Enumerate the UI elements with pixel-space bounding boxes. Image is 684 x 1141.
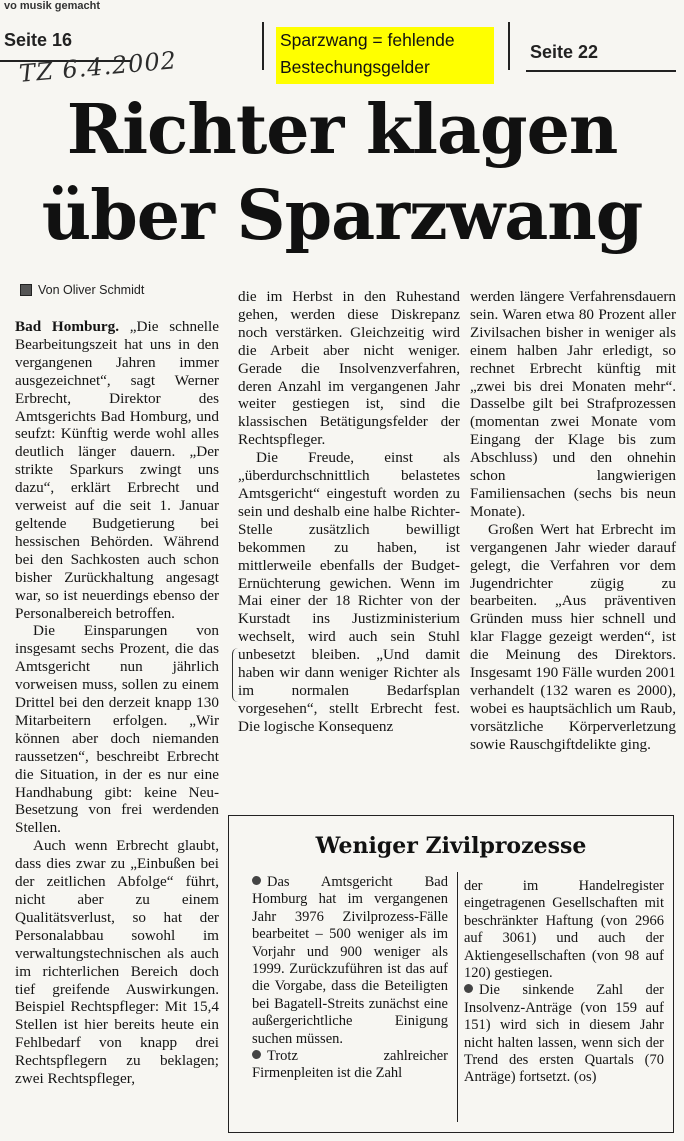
paragraph: die im Herbst in den Ruhestand gehen, werden diese Diskrepanz noch verstärken. Gleichzeitig wird die Arbeit aber nicht weniger. Gerade die Insolvenzverfahren, deren Anzahl im vergangenen Jahr weiter gestiegen ist, sind die klassischen Betätigungsfelder der Rechtspfleger.: [238, 288, 460, 449]
header-divider: [262, 22, 264, 70]
infobox-paragraph: [464, 982, 664, 1086]
article-column-3: [470, 288, 676, 754]
infobox-text: Trotz zahlreicher Firmenpleiten ist die Zahl: [252, 1048, 448, 1082]
infobox-column-divider: [457, 872, 458, 1122]
page-reference-right: Seite 22: [530, 42, 599, 62]
paragraph: [15, 318, 219, 622]
paragraph: Die Einsparungen von insgesamt sechs Prozent, die das Amtsgericht nun jährlich vorweisen muss, sollen zu einem Drittel bei den derzeit knapp 130 Mitarbeitern erfolgen. „Wir können aber doch niemanden raussetzen“, beschreibt Erbrecht die Situation, in der es nur eine Handhabung gibt: keine Neu-Besetzung von frei werdenden Stellen.: [15, 622, 219, 837]
paragraph: Die Freude, einst als „überdurchschnittlich belastetes Amtsgericht“ eingestuft worden zu sein und deshalb eine halbe Richter-Stelle zusätzlich bewilligt bekommen zu haben, ist mittlerweile ebenfalls der Budget-Ernüchterung gewichen. Wenn im Mai einer der 18 Richter von der Kurstadt ins Justizministerium wechselt, wird auch sein Stuhl unbesetzt bleiben. „Und damit haben wir dann weniger Richter als im normalen Bedarfsplan vorgesehen“, stellt Erbrecht fest. Die logische Konsequenz: [238, 449, 460, 735]
infobox-paragraph: der im Handelregister eingetragenen Gesellschaften mit beschränkter Haftung (von 2966 auf 3061) und auch der Aktiengesellschaften (von 98 auf 120) gestiegen.: [464, 878, 664, 982]
infobox-column-left: [252, 874, 448, 1083]
highlight-annotation: [276, 27, 494, 84]
infobox-text: Die sinkende Zahl der Insolvenz-Anträge (von 159 auf 151) wird sich in diesem Jahr nicht halten lassen, wenn sich der Trend des ersten Quartals (70 Anträge) fortsetzt. (os): [464, 982, 664, 1086]
infobox-text: Das Amtsgericht Bad Homburg hat im vergangenen Jahr 3976 Zivilprozess-Fälle bearbeitet – 500 weniger als im Vorjahr und 900 weniger als 1999. Zurückzuführen ist das auf die Vorgabe, dass die Beteiligten bei Bagatell-Streits zunächst eine außergerichtliche Einigung suchen müssen.: [252, 874, 448, 1047]
infobox-paragraph: [252, 874, 448, 1048]
article-column-1: [15, 318, 219, 1088]
paragraph: Auch wenn Erbrecht glaubt, dass dies zwar zu „Einbußen bei der zeitlichen Abfolge“ führt, nicht aber zu einem Qualitätsverlust, so hat der Personalabbau sowohl im verwaltungstechnischen als auch im richterlichen Bereich doch tief greifende Auswirkungen. Beispiel Rechtspfleger: Mit 15,4 Stellen ist hier bereits heute ein Fehlbedarf von knapp drei Rechtspflegern zu beklagen; zwei Rechtspfleger,: [15, 837, 219, 1088]
dateline-place: Bad Homburg.: [15, 318, 120, 335]
paragraph-text: „Die schnelle Bearbeitungszeit hat uns in den vergangenen Jahren immer ausgezeichnet“, sagt Werner Erbrecht, Direktor des Amtsgerichts Bad Homburg, und seufzt: Künftig werde wohl alles deutlich länger dauern. „Der strikte Sparkurs zwingt uns dazu“, erklärt Erbrecht und verweist auf die seit 1. Januar geltende Budgetierung bei hessischen Behörden. Während bei den Sachkosten auch schon bisher Zurückhaltung angesagt war, so ist neuerdings ebenso der Personalbereich betroffen.: [15, 318, 219, 622]
bullet-icon: [252, 876, 261, 885]
paragraph: werden längere Verfahrensdauern sein. Waren etwa 80 Prozent aller Zivilsachen bisher in weniger als einem halben Jahr erledigt, so rechnet Erbrecht künftig mit „zwei bis drei Monaten mehr“. Dasselbe gilt bei Strafprozessen (momentan zwei Monate vom Eingang der Klage bis zum Abschluss) und den ohnehin schon langwierigen Familiensachen (sechs bis neun Monate).: [470, 288, 676, 520]
highlight-line-2: Bestechungsgelder: [280, 57, 430, 77]
author-icon: [20, 284, 32, 296]
header-divider: [508, 22, 510, 70]
infobox-column-right: [464, 878, 664, 1087]
headline-line-1: Richter klagen: [66, 90, 618, 170]
bullet-icon: [252, 1050, 261, 1059]
article-column-2: [238, 288, 460, 736]
header-rule-right: [526, 70, 676, 72]
highlight-line-1: Sparzwang = fehlende: [280, 30, 455, 50]
paragraph: Großen Wert hat Erbrecht im vergangenen Jahr wieder darauf gelegt, die Verfahren vor dem Jugendrichter zügig zu bearbeiten. „Aus präventiven Gründen muss hier schnell und klar Flagge gezeigt werden“, ist die Meinung des Direktors. Insgesamt 190 Fälle wurden 2001 verhandelt (132 waren es 2000), wobei es hauptsächlich um Raub, vorsätzliche Körperverletzung sowie Rauschgiftdelikte ging.: [470, 520, 676, 753]
handwritten-date-note: TZ 6.4.2002: [18, 46, 179, 88]
infobox-paragraph: [252, 1048, 448, 1083]
page-reference-left: Seite 16: [4, 30, 73, 50]
infobox-title: Weniger Zivilprozesse: [315, 833, 587, 859]
previous-article-snippet: vo musik gemacht: [4, 0, 100, 12]
byline: [20, 283, 144, 297]
headline-line-2: über Sparzwang: [41, 176, 643, 256]
bullet-icon: [464, 984, 473, 993]
author-name: Von Oliver Schmidt: [38, 283, 145, 297]
